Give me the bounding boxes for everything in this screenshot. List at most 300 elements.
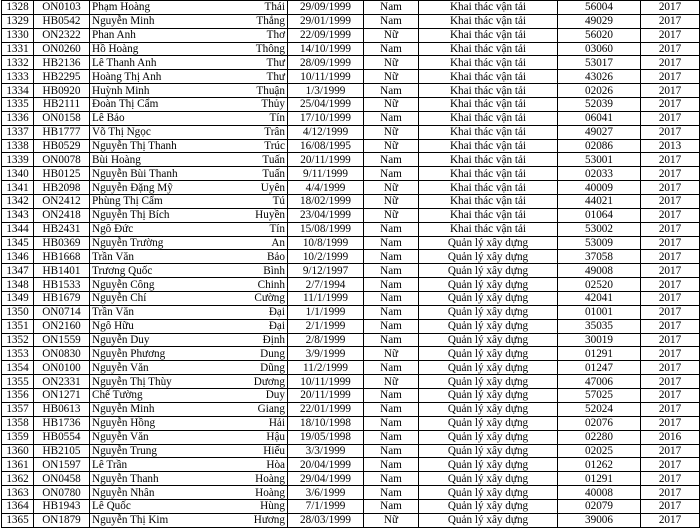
code-cell: 02520 (558, 278, 641, 292)
table-row (2, 430, 700, 444)
gender-cell: Nam (364, 402, 419, 416)
date-of-birth-cell: 11/2/1999 (288, 361, 364, 375)
date-of-birth-cell: 28/09/1999 (288, 56, 364, 70)
year-cell: 2017 (641, 292, 700, 306)
year-cell: 2017 (641, 375, 700, 389)
row-number-cell: 1351 (2, 319, 34, 333)
year-cell: 2017 (641, 195, 700, 209)
major-cell: Quản lý xây dựng (419, 264, 558, 278)
row-number-cell: 1355 (2, 375, 34, 389)
gender-cell: Nữ (364, 208, 419, 222)
candidate-id-cell: HB0125 (34, 167, 90, 181)
row-number-cell: 1338 (2, 139, 34, 153)
given-name-cell: Thơ (188, 28, 288, 42)
candidate-id-cell: ON1559 (34, 333, 90, 347)
major-cell: Quản lý xây dựng (419, 444, 558, 458)
major-cell: Quản lý xây dựng (419, 513, 558, 527)
candidate-id-cell: HB2295 (34, 70, 90, 84)
family-middle-name-cell: Nguyễn Phương (90, 347, 188, 361)
table-row (2, 250, 700, 264)
major-cell: Quản lý xây dựng (419, 430, 558, 444)
year-cell: 2017 (641, 1, 700, 15)
date-of-birth-cell: 7/1/1999 (288, 499, 364, 513)
family-middle-name-cell: Trần Văn (90, 305, 188, 319)
gender-cell: Nam (364, 250, 419, 264)
given-name-cell: Dung (188, 347, 288, 361)
given-name-cell: Trân (188, 125, 288, 139)
major-cell: Quản lý xây dựng (419, 472, 558, 486)
year-cell: 2017 (641, 499, 700, 513)
given-name-cell: Thuận (188, 84, 288, 98)
table-body (2, 1, 700, 528)
gender-cell: Nam (364, 458, 419, 472)
candidate-id-cell: ON0830 (34, 347, 90, 361)
year-cell: 2017 (641, 70, 700, 84)
candidate-id-cell: ON2322 (34, 28, 90, 42)
candidate-id-cell: ON0260 (34, 42, 90, 56)
candidate-id-cell: ON0078 (34, 153, 90, 167)
candidate-id-cell: HB1679 (34, 292, 90, 306)
given-name-cell: Thắng (188, 14, 288, 28)
code-cell: 40009 (558, 181, 641, 195)
row-number-cell: 1364 (2, 499, 34, 513)
row-number-cell: 1358 (2, 416, 34, 430)
candidate-id-cell: ON0458 (34, 472, 90, 486)
family-middle-name-cell: Nguyễn Nhân (90, 486, 188, 500)
table-row (2, 111, 700, 125)
gender-cell: Nam (364, 153, 419, 167)
date-of-birth-cell: 22/09/1999 (288, 28, 364, 42)
row-number-cell: 1359 (2, 430, 34, 444)
row-number-cell: 1339 (2, 153, 34, 167)
gender-cell: Nữ (364, 139, 419, 153)
candidate-id-cell: ON2412 (34, 195, 90, 209)
row-number-cell: 1349 (2, 292, 34, 306)
row-number-cell: 1335 (2, 98, 34, 112)
major-cell: Khai thác vận tải (419, 42, 558, 56)
candidate-id-cell: HB2431 (34, 222, 90, 236)
table-row (2, 56, 700, 70)
row-number-cell: 1337 (2, 125, 34, 139)
row-number-cell: 1342 (2, 195, 34, 209)
given-name-cell: Thủy (188, 98, 288, 112)
date-of-birth-cell: 4/12/1999 (288, 125, 364, 139)
code-cell: 01291 (558, 347, 641, 361)
given-name-cell: Tú (188, 195, 288, 209)
given-name-cell: Uyên (188, 181, 288, 195)
row-number-cell: 1328 (2, 1, 34, 15)
date-of-birth-cell: 3/6/1999 (288, 486, 364, 500)
major-cell: Khai thác vận tải (419, 125, 558, 139)
candidate-id-cell: HB0920 (34, 84, 90, 98)
candidate-id-cell: HB2111 (34, 98, 90, 112)
date-of-birth-cell: 10/11/1999 (288, 375, 364, 389)
date-of-birth-cell: 9/11/1999 (288, 167, 364, 181)
given-name-cell: Tuấn (188, 153, 288, 167)
date-of-birth-cell: 3/3/1999 (288, 444, 364, 458)
major-cell: Quản lý xây dựng (419, 416, 558, 430)
gender-cell: Nữ (364, 513, 419, 527)
table-row (2, 28, 700, 42)
major-cell: Khai thác vận tải (419, 222, 558, 236)
given-name-cell: Tín (188, 222, 288, 236)
table-row (2, 292, 700, 306)
given-name-cell: Đại (188, 305, 288, 319)
candidate-id-cell: HB2136 (34, 56, 90, 70)
gender-cell: Nam (364, 292, 419, 306)
table-row (2, 305, 700, 319)
row-number-cell: 1348 (2, 278, 34, 292)
major-cell: Khai thác vận tải (419, 111, 558, 125)
major-cell: Quản lý xây dựng (419, 305, 558, 319)
given-name-cell: Hải (188, 416, 288, 430)
year-cell: 2017 (641, 250, 700, 264)
gender-cell: Nam (364, 499, 419, 513)
row-number-cell: 1345 (2, 236, 34, 250)
given-name-cell: Thư (188, 56, 288, 70)
candidate-id-cell: ON0158 (34, 111, 90, 125)
gender-cell: Nữ (364, 181, 419, 195)
given-name-cell: Giang (188, 402, 288, 416)
date-of-birth-cell: 2/1/1999 (288, 319, 364, 333)
code-cell: 43026 (558, 70, 641, 84)
family-middle-name-cell: Võ Thị Ngọc (90, 125, 188, 139)
year-cell: 2017 (641, 333, 700, 347)
gender-cell: Nữ (364, 56, 419, 70)
gender-cell: Nam (364, 167, 419, 181)
given-name-cell: Cường (188, 292, 288, 306)
major-cell: Quản lý xây dựng (419, 361, 558, 375)
candidate-id-cell: ON0714 (34, 305, 90, 319)
row-number-cell: 1343 (2, 208, 34, 222)
row-number-cell: 1347 (2, 264, 34, 278)
given-name-cell: Bảo (188, 250, 288, 264)
year-cell: 2017 (641, 28, 700, 42)
row-number-cell: 1344 (2, 222, 34, 236)
year-cell: 2017 (641, 56, 700, 70)
given-name-cell: Hoàng (188, 472, 288, 486)
candidate-id-cell: HB0369 (34, 236, 90, 250)
date-of-birth-cell: 1/1/1999 (288, 305, 364, 319)
code-cell: 49027 (558, 125, 641, 139)
table-row (2, 125, 700, 139)
year-cell: 2017 (641, 472, 700, 486)
family-middle-name-cell: Nguyễn Đặng Mỹ (90, 181, 188, 195)
candidate-id-cell: HB1736 (34, 416, 90, 430)
code-cell: 01247 (558, 361, 641, 375)
date-of-birth-cell: 29/01/1999 (288, 14, 364, 28)
family-middle-name-cell: Nguyễn Thị Thùy (90, 375, 188, 389)
family-middle-name-cell: Nguyễn Thị Thanh (90, 139, 188, 153)
year-cell: 2017 (641, 416, 700, 430)
gender-cell: Nam (364, 278, 419, 292)
year-cell: 2017 (641, 402, 700, 416)
given-name-cell: Thư (188, 70, 288, 84)
candidate-id-cell: HB1401 (34, 264, 90, 278)
gender-cell: Nam (364, 319, 419, 333)
row-number-cell: 1356 (2, 389, 34, 403)
code-cell: 02033 (558, 167, 641, 181)
table-row (2, 98, 700, 112)
code-cell: 06041 (558, 111, 641, 125)
date-of-birth-cell: 2/7/1994 (288, 278, 364, 292)
table-row (2, 402, 700, 416)
major-cell: Quản lý xây dựng (419, 333, 558, 347)
code-cell: 01001 (558, 305, 641, 319)
table-row (2, 361, 700, 375)
year-cell: 2017 (641, 167, 700, 181)
table-row (2, 139, 700, 153)
table-row (2, 486, 700, 500)
row-number-cell: 1330 (2, 28, 34, 42)
major-cell: Khai thác vận tải (419, 14, 558, 28)
family-middle-name-cell: Phạm Hoàng (90, 1, 188, 15)
date-of-birth-cell: 14/10/1999 (288, 42, 364, 56)
family-middle-name-cell: Hoàng Thị Anh (90, 70, 188, 84)
major-cell: Quản lý xây dựng (419, 389, 558, 403)
candidate-id-cell: ON0100 (34, 361, 90, 375)
table-row (2, 389, 700, 403)
row-number-cell: 1334 (2, 84, 34, 98)
gender-cell: Nam (364, 389, 419, 403)
major-cell: Khai thác vận tải (419, 208, 558, 222)
given-name-cell: Trúc (188, 139, 288, 153)
gender-cell: Nam (364, 361, 419, 375)
table-row (2, 499, 700, 513)
date-of-birth-cell: 20/11/1999 (288, 153, 364, 167)
row-number-cell: 1346 (2, 250, 34, 264)
gender-cell: Nữ (364, 98, 419, 112)
given-name-cell: Hòa (188, 458, 288, 472)
year-cell: 2017 (641, 389, 700, 403)
table-row (2, 347, 700, 361)
date-of-birth-cell: 29/04/1999 (288, 472, 364, 486)
row-number-cell: 1352 (2, 333, 34, 347)
date-of-birth-cell: 4/4/1999 (288, 181, 364, 195)
code-cell: 49008 (558, 264, 641, 278)
family-middle-name-cell: Trần Văn (90, 250, 188, 264)
code-cell: 30019 (558, 333, 641, 347)
date-of-birth-cell: 10/2/1999 (288, 250, 364, 264)
gender-cell: Nam (364, 1, 419, 15)
table-row (2, 181, 700, 195)
gender-cell: Nam (364, 444, 419, 458)
gender-cell: Nữ (364, 125, 419, 139)
given-name-cell: Thông (188, 42, 288, 56)
table-row (2, 195, 700, 209)
given-name-cell: Hiếu (188, 444, 288, 458)
candidate-id-cell: ON1271 (34, 389, 90, 403)
major-cell: Khai thác vận tải (419, 56, 558, 70)
row-number-cell: 1331 (2, 42, 34, 56)
gender-cell: Nữ (364, 195, 419, 209)
code-cell: 52024 (558, 402, 641, 416)
given-name-cell: Định (188, 333, 288, 347)
year-cell: 2017 (641, 111, 700, 125)
major-cell: Khai thác vận tải (419, 98, 558, 112)
table-row (2, 278, 700, 292)
given-name-cell: Bình (188, 264, 288, 278)
date-of-birth-cell: 19/05/1998 (288, 430, 364, 444)
family-middle-name-cell: Lê Thanh Anh (90, 56, 188, 70)
code-cell: 49029 (558, 14, 641, 28)
major-cell: Khai thác vận tải (419, 139, 558, 153)
year-cell: 2013 (641, 139, 700, 153)
year-cell: 2017 (641, 513, 700, 527)
gender-cell: Nam (364, 42, 419, 56)
candidate-id-cell: HB0529 (34, 139, 90, 153)
row-number-cell: 1341 (2, 181, 34, 195)
code-cell: 02086 (558, 139, 641, 153)
given-name-cell: Dũng (188, 361, 288, 375)
table-row (2, 208, 700, 222)
table-row (2, 319, 700, 333)
gender-cell: Nam (364, 264, 419, 278)
given-name-cell: Đại (188, 319, 288, 333)
major-cell: Quản lý xây dựng (419, 375, 558, 389)
table-row (2, 84, 700, 98)
given-name-cell: Hoàng (188, 486, 288, 500)
table-row (2, 42, 700, 56)
date-of-birth-cell: 11/1/1999 (288, 292, 364, 306)
family-middle-name-cell: Nguyễn Duy (90, 333, 188, 347)
gender-cell: Nam (364, 222, 419, 236)
table-row (2, 236, 700, 250)
table-row (2, 70, 700, 84)
major-cell: Quản lý xây dựng (419, 499, 558, 513)
code-cell: 35035 (558, 319, 641, 333)
family-middle-name-cell: Đoàn Thị Cẩm (90, 98, 188, 112)
family-middle-name-cell: Lê Trần (90, 458, 188, 472)
student-list-table (1, 0, 700, 528)
row-number-cell: 1357 (2, 402, 34, 416)
given-name-cell: Hương (188, 513, 288, 527)
given-name-cell: Hậu (188, 430, 288, 444)
given-name-cell: Hùng (188, 499, 288, 513)
row-number-cell: 1362 (2, 472, 34, 486)
row-number-cell: 1350 (2, 305, 34, 319)
table-row (2, 1, 700, 15)
code-cell: 40008 (558, 486, 641, 500)
major-cell: Quản lý xây dựng (419, 402, 558, 416)
major-cell: Khai thác vận tải (419, 1, 558, 15)
row-number-cell: 1353 (2, 347, 34, 361)
date-of-birth-cell: 9/12/1997 (288, 264, 364, 278)
family-middle-name-cell: Nguyễn Trường (90, 236, 188, 250)
candidate-id-cell: ON0103 (34, 1, 90, 15)
code-cell: 01291 (558, 472, 641, 486)
year-cell: 2016 (641, 430, 700, 444)
row-number-cell: 1363 (2, 486, 34, 500)
code-cell: 03060 (558, 42, 641, 56)
gender-cell: Nam (364, 333, 419, 347)
code-cell: 39006 (558, 513, 641, 527)
major-cell: Khai thác vận tải (419, 167, 558, 181)
gender-cell: Nam (364, 305, 419, 319)
code-cell: 01262 (558, 458, 641, 472)
candidate-id-cell: ON0780 (34, 486, 90, 500)
gender-cell: Nam (364, 236, 419, 250)
candidate-id-cell: HB0613 (34, 402, 90, 416)
gender-cell: Nam (364, 84, 419, 98)
candidate-id-cell: HB2105 (34, 444, 90, 458)
date-of-birth-cell: 17/10/1999 (288, 111, 364, 125)
gender-cell: Nam (364, 14, 419, 28)
code-cell: 57025 (558, 389, 641, 403)
row-number-cell: 1361 (2, 458, 34, 472)
code-cell: 52039 (558, 98, 641, 112)
family-middle-name-cell: Nguyễn Hồng (90, 416, 188, 430)
major-cell: Khai thác vận tải (419, 28, 558, 42)
date-of-birth-cell: 28/03/1999 (288, 513, 364, 527)
given-name-cell: Duy (188, 389, 288, 403)
given-name-cell: Dương (188, 375, 288, 389)
row-number-cell: 1333 (2, 70, 34, 84)
code-cell: 56004 (558, 1, 641, 15)
given-name-cell: Huyền (188, 208, 288, 222)
gender-cell: Nữ (364, 28, 419, 42)
major-cell: Quản lý xây dựng (419, 486, 558, 500)
table-row (2, 153, 700, 167)
date-of-birth-cell: 3/9/1999 (288, 347, 364, 361)
family-middle-name-cell: Nguyễn Văn (90, 430, 188, 444)
major-cell: Khai thác vận tải (419, 195, 558, 209)
year-cell: 2017 (641, 347, 700, 361)
year-cell: 2017 (641, 361, 700, 375)
family-middle-name-cell: Bùi Hoàng (90, 153, 188, 167)
code-cell: 53009 (558, 236, 641, 250)
candidate-id-cell: ON2418 (34, 208, 90, 222)
row-number-cell: 1336 (2, 111, 34, 125)
candidate-id-cell: HB1777 (34, 125, 90, 139)
candidate-id-cell: HB0542 (34, 14, 90, 28)
given-name-cell: An (188, 236, 288, 250)
candidate-id-cell: ON2331 (34, 375, 90, 389)
candidate-id-cell: ON1879 (34, 513, 90, 527)
family-middle-name-cell: Nguyễn Thanh (90, 472, 188, 486)
table-row (2, 264, 700, 278)
code-cell: 02025 (558, 444, 641, 458)
candidate-id-cell: HB1668 (34, 250, 90, 264)
given-name-cell: Tín (188, 111, 288, 125)
gender-cell: Nữ (364, 70, 419, 84)
major-cell: Khai thác vận tải (419, 181, 558, 195)
family-middle-name-cell: Lê Quốc (90, 499, 188, 513)
candidate-id-cell: HB2098 (34, 181, 90, 195)
year-cell: 2017 (641, 458, 700, 472)
family-middle-name-cell: Nguyễn Thị Kim (90, 513, 188, 527)
row-number-cell: 1329 (2, 14, 34, 28)
year-cell: 2017 (641, 236, 700, 250)
family-middle-name-cell: Nguyễn Minh (90, 402, 188, 416)
family-middle-name-cell: Huỳnh Minh (90, 84, 188, 98)
gender-cell: Nam (364, 430, 419, 444)
year-cell: 2017 (641, 222, 700, 236)
row-number-cell: 1354 (2, 361, 34, 375)
year-cell: 2017 (641, 444, 700, 458)
table-row (2, 14, 700, 28)
row-number-cell: 1332 (2, 56, 34, 70)
year-cell: 2017 (641, 84, 700, 98)
major-cell: Quản lý xây dựng (419, 278, 558, 292)
table-row (2, 513, 700, 527)
code-cell: 47006 (558, 375, 641, 389)
code-cell: 02026 (558, 84, 641, 98)
date-of-birth-cell: 23/04/1999 (288, 208, 364, 222)
given-name-cell: Chinh (188, 278, 288, 292)
row-number-cell: 1340 (2, 167, 34, 181)
year-cell: 2017 (641, 14, 700, 28)
